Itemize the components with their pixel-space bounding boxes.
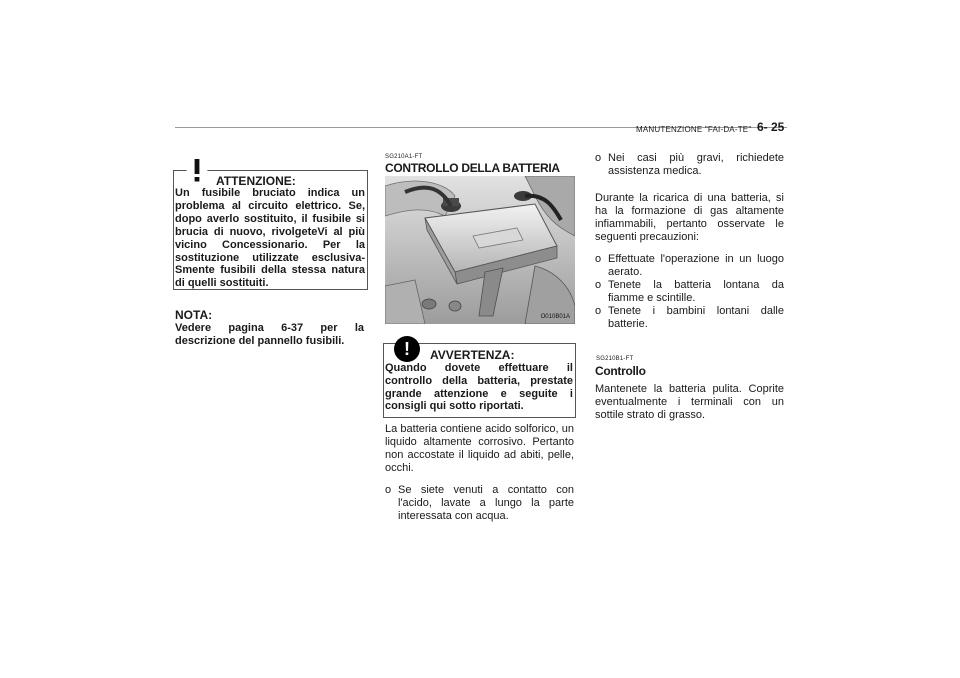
section-code: SG210B1-FT xyxy=(596,356,634,362)
list-item xyxy=(595,253,784,279)
attention-title: ATTENZIONE: xyxy=(216,174,296,188)
battery-photo xyxy=(385,176,575,324)
attention-body: Un fusibile bruciato indica un problema al circuito elettrico. Se, dopo averlo sostituito, il fusibile si brucia di nuovo, rivolgeteVi al più vicino Concessionario. Per la sostituzione utilizzate esclusiva-Smente fusibili della stessa natura di quelli sostituiti. xyxy=(175,187,365,290)
list-item-text: Tenete la batteria lontana da fiamme e scintille. xyxy=(608,279,784,304)
warning-body: Quando dovete effettuare il controllo della batteria, prestate grande attenzione e seguite i consigli qui sotto riportati. xyxy=(385,362,573,413)
section-title: Controllo xyxy=(595,364,646,378)
bullet-marker: o xyxy=(595,253,602,265)
note-body: Vedere pagina 6-37 per la descrizione del pannello fusibili. xyxy=(175,322,364,347)
list-item xyxy=(595,305,784,331)
note-title: NOTA: xyxy=(175,308,213,322)
precautions-list xyxy=(595,253,784,331)
bullet-marker: o xyxy=(595,152,602,164)
bullet-marker: o xyxy=(595,279,602,291)
bullet-marker: o xyxy=(595,305,602,317)
warning-triangle-icon xyxy=(176,152,218,188)
list-item-text: Se siete venuti a contatto con l'acido, lavate a lungo la parte interessata con acqua. xyxy=(398,484,574,522)
photo-caption: O010B01A xyxy=(540,314,570,320)
header-section-title: MANUTENZIONE "FAI-DA-TE" xyxy=(636,125,752,134)
warning-title: AVVERTENZA: xyxy=(430,348,515,362)
section-title: CONTROLLO DELLA BATTERIA xyxy=(385,161,560,175)
list-item-text: Nei casi più gravi, richiedete assistenza medica. xyxy=(608,152,784,177)
list-item xyxy=(595,152,784,178)
charging-paragraph: Durante la ricarica di una batteria, si ha la formazione di gas altamente infiammabili, pertanto osservate le seguenti precauzioni: xyxy=(595,192,784,243)
list-item-text: Tenete i bambini lontani dalle batterie. xyxy=(608,305,784,330)
bullet-marker: o xyxy=(385,484,392,496)
list-item-text: Effettuate l'operazione in un luogo aerato. xyxy=(608,253,784,278)
list-item xyxy=(385,484,574,523)
battery-illustration xyxy=(385,176,575,324)
section-code: SG210A1-FT xyxy=(385,154,423,160)
acid-paragraph: La batteria contiene acido solforico, un liquido altamente corrosivo. Pertanto non accostate il liquido ad abiti, pelle, occhi. xyxy=(385,423,574,474)
list-item xyxy=(595,279,784,305)
exclamation-icon: ! xyxy=(394,336,420,362)
page-number: 6- 25 xyxy=(757,120,785,134)
control-paragraph: Mantenete la batteria pulita. Coprite eventualmente i terminali con un sottile strato di grasso. xyxy=(595,383,784,421)
